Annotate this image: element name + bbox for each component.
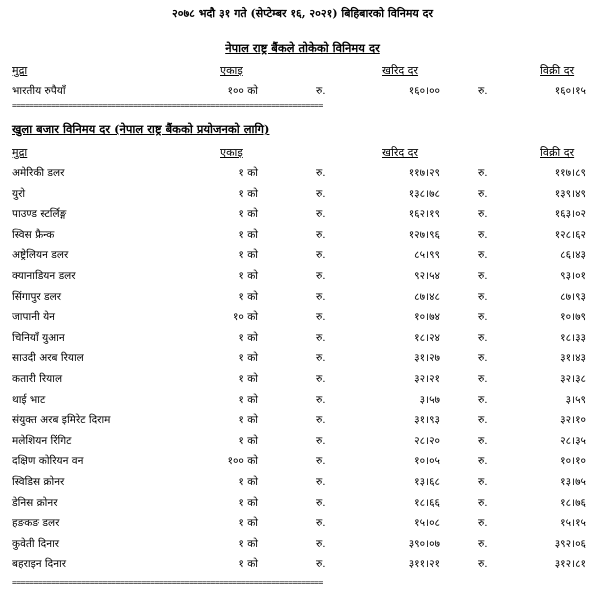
row-unit: १ को	[238, 291, 258, 303]
row-rs-buy: रु.	[316, 558, 326, 570]
row-rs-sell: रु.	[478, 291, 488, 303]
row-buy: ३१।२७	[414, 352, 440, 364]
row-sell: ३१।४३	[560, 352, 586, 364]
row-currency: साउदी अरब रियाल	[12, 352, 84, 364]
row-rs-buy: रु.	[316, 208, 326, 220]
row-currency: संयुक्त अरब इमिरेट दिराम	[12, 414, 111, 426]
row-rs-buy: रु.	[316, 414, 326, 426]
row-unit: १ को	[238, 249, 258, 261]
fixed-rs-sell: रु.	[478, 85, 488, 97]
row-currency: अष्ट्रेलियन डलर	[12, 249, 69, 261]
row-currency: अमेरिकी डलर	[12, 167, 65, 179]
separator-line-bottom: ========================================================================	[12, 578, 323, 587]
fixed-header-unit: एकाइ	[220, 64, 243, 77]
row-unit: १ को	[238, 476, 258, 488]
row-rs-sell: रु.	[478, 455, 488, 467]
row-sell: १२८।६२	[554, 229, 586, 241]
row-currency: पाउण्ड स्टर्लिङ्ग	[12, 208, 67, 220]
row-rs-buy: रु.	[316, 229, 326, 241]
row-unit: १ को	[238, 394, 258, 406]
open-market-heading: खुला बजार विनिमय दर (नेपाल राष्ट्र बैंकको प्रयोजनको लागि)	[12, 122, 270, 136]
row-rs-buy: रु.	[316, 497, 326, 509]
row-unit: १ को	[238, 538, 258, 550]
row-sell: ३९२।०६	[554, 538, 586, 550]
fixed-rs-buy: रु.	[316, 85, 326, 97]
row-currency: चिनियाँ युआन	[12, 332, 65, 344]
row-rs-buy: रु.	[316, 476, 326, 488]
open-header-buy: खरिद दर	[382, 146, 419, 159]
row-unit: १ को	[238, 229, 258, 241]
row-unit: १ को	[238, 188, 258, 200]
fixed-sell: १६०।१५	[554, 85, 586, 97]
row-sell: ३१२।८१	[554, 558, 586, 570]
row-currency: दक्षिण कोरियन वन	[12, 455, 84, 467]
row-rs-sell: रु.	[478, 373, 488, 385]
row-sell: १०।७९	[560, 311, 586, 323]
row-rs-buy: रु.	[316, 167, 326, 179]
row-currency: कतारी रियाल	[12, 373, 63, 385]
row-currency: कुवेती दिनार	[12, 538, 60, 550]
open-header-sell: विक्री दर	[540, 146, 575, 159]
row-sell: ३।५९	[565, 394, 586, 406]
row-rs-sell: रु.	[478, 394, 488, 406]
page-title: २०७८ भदौ ३१ गते (सेप्टेम्बर १६, २०२१) बिहिबारको विनिमय दर	[172, 7, 433, 20]
row-buy: १२७।९६	[408, 229, 440, 241]
row-rs-sell: रु.	[478, 497, 488, 509]
row-sell: ९३।०१	[560, 270, 586, 282]
row-unit: १ को	[238, 352, 258, 364]
row-buy: १५।०८	[414, 517, 440, 529]
row-buy: ३२।२१	[414, 373, 440, 385]
row-rs-buy: रु.	[316, 538, 326, 550]
row-unit: १ को	[238, 517, 258, 529]
row-buy: १०।७४	[414, 311, 440, 323]
row-rs-sell: रु.	[478, 311, 488, 323]
fixed-unit: १०० को	[227, 85, 258, 97]
row-sell: १३।७५	[560, 476, 586, 488]
row-rs-buy: रु.	[316, 291, 326, 303]
row-rs-sell: रु.	[478, 249, 488, 261]
row-rs-buy: रु.	[316, 435, 326, 447]
row-buy: ३।५७	[419, 394, 440, 406]
row-unit: १ को	[238, 332, 258, 344]
row-currency: थाई भाट	[12, 394, 46, 406]
row-sell: १०।१०	[560, 455, 586, 467]
row-unit: १ को	[238, 558, 258, 570]
fixed-header-sell: विक्री दर	[540, 64, 575, 77]
row-buy: ३१।९३	[414, 414, 440, 426]
row-sell: ३२।१०	[560, 414, 586, 426]
row-buy: ८५।९९	[414, 249, 440, 261]
row-currency: स्विडिस क्रोनर	[12, 476, 65, 488]
row-currency: युरो	[12, 188, 26, 200]
row-sell: १५।१५	[560, 517, 586, 529]
row-currency: डेनिस क्रोनर	[12, 497, 58, 509]
row-buy: १३८।७८	[408, 188, 440, 200]
row-buy: ११७।२९	[408, 167, 440, 179]
row-buy: ८७।४८	[414, 291, 440, 303]
row-rs-sell: रु.	[478, 167, 488, 179]
row-rs-buy: रु.	[316, 394, 326, 406]
row-rs-sell: रु.	[478, 188, 488, 200]
row-rs-buy: रु.	[316, 517, 326, 529]
row-rs-buy: रु.	[316, 455, 326, 467]
row-unit: १ को	[238, 167, 258, 179]
row-unit: १ को	[238, 208, 258, 220]
row-rs-buy: रु.	[316, 352, 326, 364]
row-buy: १८।२४	[414, 332, 440, 344]
row-rs-buy: रु.	[316, 332, 326, 344]
row-rs-buy: रु.	[316, 311, 326, 323]
row-sell: ८७।९३	[560, 291, 586, 303]
row-currency: बहराइन दिनार	[12, 558, 67, 570]
open-header-unit: एकाइ	[220, 146, 243, 159]
row-sell: २८।३५	[560, 435, 586, 447]
row-rs-sell: रु.	[478, 332, 488, 344]
row-buy: १०।०५	[414, 455, 440, 467]
fixed-rate-heading: नेपाल राष्ट्र बैंकले तोकेको विनिमय दर	[225, 41, 380, 55]
row-currency: हङकङ डलर	[12, 517, 60, 529]
row-sell: १६३।०२	[554, 208, 586, 220]
row-rs-sell: रु.	[478, 517, 488, 529]
row-currency: क्यानाडियन डलर	[12, 270, 76, 282]
row-sell: ३२।३८	[560, 373, 586, 385]
row-unit: १०० को	[227, 455, 258, 467]
row-sell: १३९।४९	[554, 188, 586, 200]
row-unit: १ को	[238, 435, 258, 447]
row-rs-sell: रु.	[478, 435, 488, 447]
row-rs-sell: रु.	[478, 270, 488, 282]
fixed-currency: भारतीय रुपैयाँ	[12, 85, 66, 97]
row-rs-sell: रु.	[478, 476, 488, 488]
row-rs-sell: रु.	[478, 414, 488, 426]
row-buy: १३।६८	[414, 476, 440, 488]
row-buy: ३११।२१	[408, 558, 440, 570]
row-unit: १ को	[238, 373, 258, 385]
row-unit: १ को	[238, 414, 258, 426]
fixed-buy: १६०।००	[408, 85, 440, 97]
row-buy: ९२।५४	[414, 270, 440, 282]
row-rs-sell: रु.	[478, 229, 488, 241]
row-sell: १८।३३	[560, 332, 586, 344]
row-currency: जापानी येन	[12, 311, 55, 323]
row-rs-sell: रु.	[478, 352, 488, 364]
row-buy: १६२।१९	[408, 208, 440, 220]
row-sell: ११७।८९	[554, 167, 586, 179]
row-unit: १ को	[238, 270, 258, 282]
fixed-header-buy: खरिद दर	[382, 64, 419, 77]
row-rs-sell: रु.	[478, 558, 488, 570]
row-sell: ८६।४३	[560, 249, 586, 261]
row-buy: ३९०।०७	[408, 538, 440, 550]
fixed-header-currency: मुद्रा	[12, 64, 28, 77]
open-header-currency: मुद्रा	[12, 146, 28, 159]
row-rs-buy: रु.	[316, 188, 326, 200]
row-rs-sell: रु.	[478, 208, 488, 220]
row-currency: मलेशियन रिंगिट	[12, 435, 72, 447]
row-sell: १८।७६	[560, 497, 586, 509]
row-currency: स्विस फ्रैन्क	[12, 229, 55, 241]
separator-line: ========================================================================	[12, 101, 323, 110]
row-unit: १० को	[232, 311, 258, 323]
row-currency: सिंगापुर डलर	[12, 291, 62, 303]
row-rs-buy: रु.	[316, 249, 326, 261]
row-rs-buy: रु.	[316, 373, 326, 385]
row-buy: १८।६६	[414, 497, 440, 509]
row-unit: १ को	[238, 497, 258, 509]
row-buy: २८।२०	[414, 435, 440, 447]
row-rs-buy: रु.	[316, 270, 326, 282]
row-rs-sell: रु.	[478, 538, 488, 550]
